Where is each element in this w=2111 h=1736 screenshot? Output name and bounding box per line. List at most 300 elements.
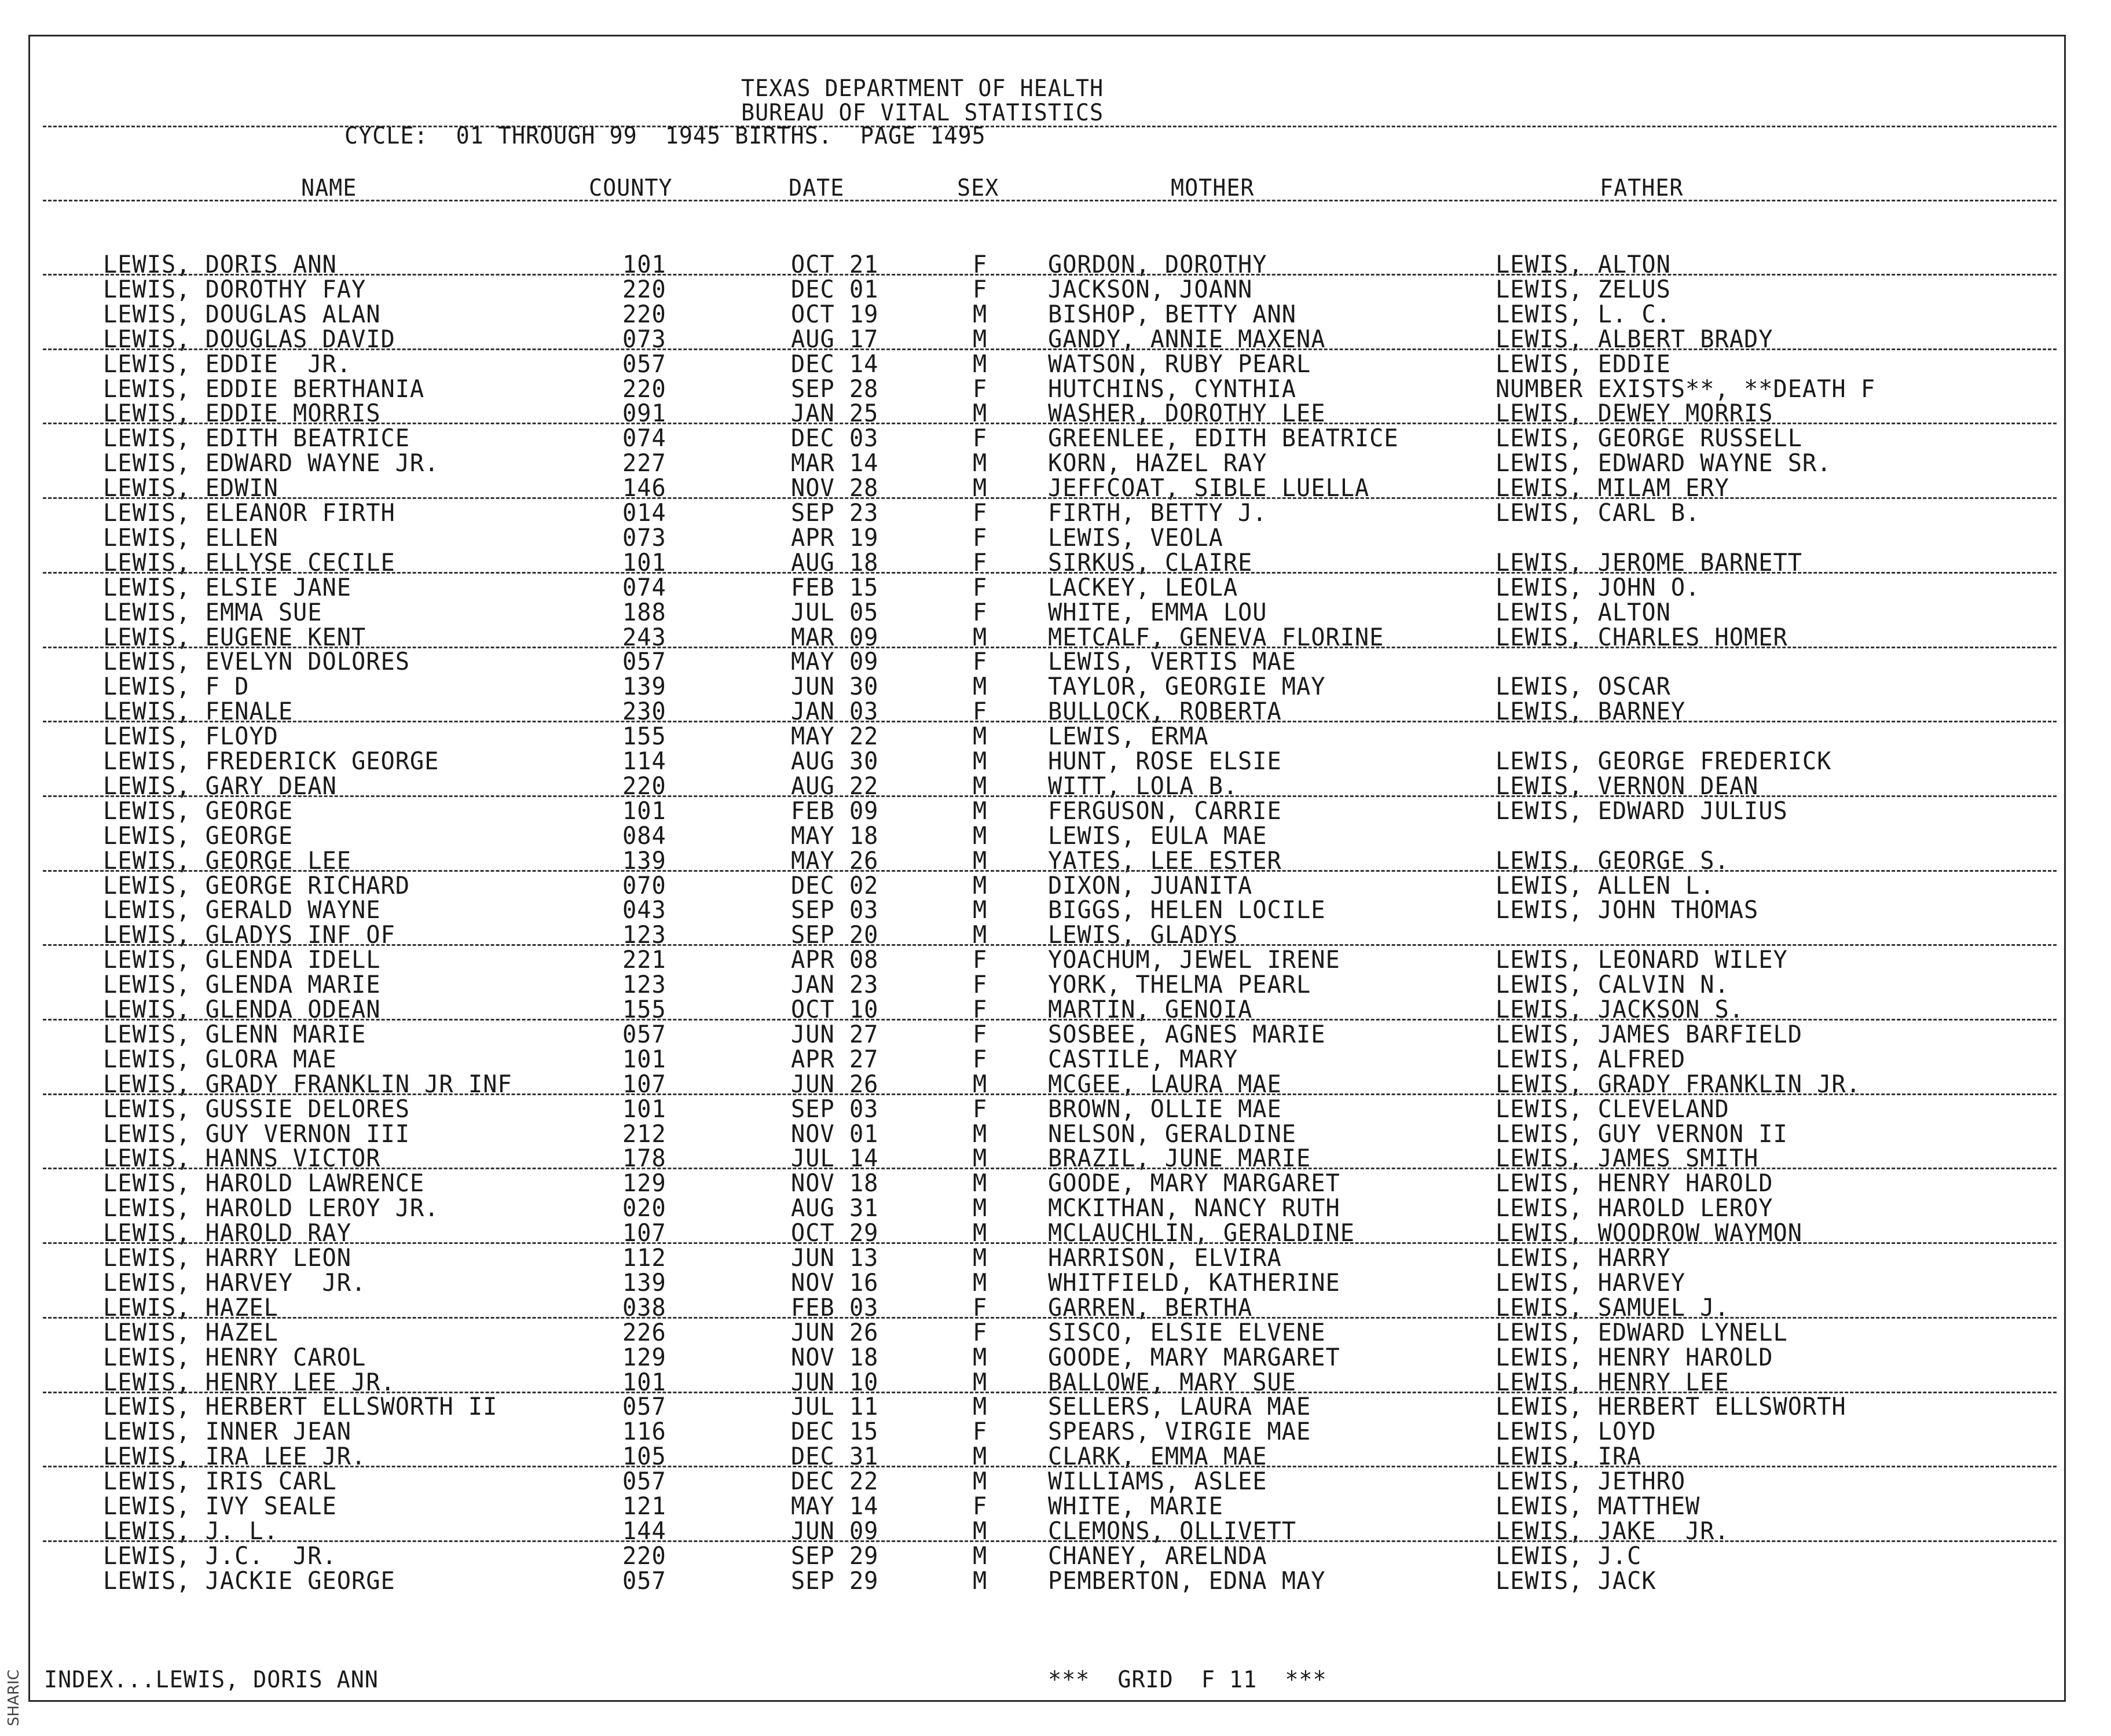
record-date: DEC 15 bbox=[791, 1417, 879, 1445]
record-father: LEWIS, ALFRED bbox=[1496, 1045, 1686, 1073]
record-date: JUN 27 bbox=[791, 1020, 879, 1048]
record-county: 230 bbox=[622, 697, 666, 725]
record-father: LEWIS, LOYD bbox=[1496, 1417, 1656, 1445]
record-county: 057 bbox=[622, 1392, 666, 1421]
record-mother: FIRTH, BETTY J. bbox=[1048, 498, 1267, 527]
record-mother: GOODE, MARY MARGARET bbox=[1048, 1343, 1340, 1371]
record-county: 014 bbox=[622, 498, 666, 527]
record-date: JUN 26 bbox=[791, 1070, 879, 1098]
record-name: LEWIS, HARRY LEON bbox=[103, 1243, 351, 1272]
record-name: LEWIS, FLOYD bbox=[103, 722, 278, 750]
record-name: LEWIS, EMMA SUE bbox=[103, 598, 322, 626]
record-sex: M bbox=[973, 1243, 988, 1272]
record-mother: MCKITHAN, NANCY RUTH bbox=[1048, 1194, 1340, 1222]
record-date: SEP 03 bbox=[791, 895, 879, 924]
record-sex: F bbox=[973, 1045, 988, 1073]
record-date: JUN 26 bbox=[791, 1318, 879, 1346]
record-mother: GOODE, MARY MARGARET bbox=[1048, 1169, 1340, 1197]
record-date: NOV 16 bbox=[791, 1268, 879, 1297]
record-date: SEP 20 bbox=[791, 920, 879, 949]
record-county: 112 bbox=[622, 1243, 666, 1272]
record-father: LEWIS, ALBERT BRADY bbox=[1496, 325, 1773, 353]
record-name: LEWIS, IRIS CARL bbox=[103, 1467, 337, 1495]
record-name: LEWIS, GLENDA MARIE bbox=[103, 970, 381, 999]
record-date: DEC 14 bbox=[791, 350, 879, 378]
record-county: 212 bbox=[622, 1120, 666, 1148]
column-header-father: FATHER bbox=[1600, 175, 1684, 201]
record-date: JAN 03 bbox=[791, 697, 879, 725]
record-name: LEWIS, HERBERT ELLSWORTH II bbox=[103, 1392, 498, 1421]
record-county: 057 bbox=[622, 1020, 666, 1048]
record-sex: M bbox=[973, 1343, 988, 1371]
record-mother: FERGUSON, CARRIE bbox=[1048, 797, 1282, 825]
record-sex: M bbox=[973, 772, 988, 800]
record-mother: SOSBEE, AGNES MARIE bbox=[1048, 1020, 1326, 1048]
record-name: LEWIS, DOUGLAS ALAN bbox=[103, 300, 381, 328]
record-mother: HARRISON, ELVIRA bbox=[1048, 1243, 1282, 1272]
record-date: JUL 05 bbox=[791, 598, 879, 626]
record-sex: M bbox=[973, 797, 988, 825]
record-mother: CASTILE, MARY bbox=[1048, 1045, 1238, 1073]
record-county: 220 bbox=[622, 1542, 666, 1570]
record-date: FEB 09 bbox=[791, 797, 879, 825]
record-father: LEWIS, JACK bbox=[1496, 1566, 1656, 1595]
record-date: SEP 03 bbox=[791, 1095, 879, 1123]
record-date: SEP 29 bbox=[791, 1542, 879, 1570]
record-county: 114 bbox=[622, 747, 666, 775]
record-name: LEWIS, EVELYN DOLORES bbox=[103, 647, 410, 676]
record-name: LEWIS, HENRY CAROL bbox=[103, 1343, 367, 1371]
record-mother: JEFFCOAT, SIBLE LUELLA bbox=[1048, 474, 1370, 502]
record-name: LEWIS, ELEANOR FIRTH bbox=[103, 498, 395, 527]
record-date: DEC 22 bbox=[791, 1467, 879, 1495]
record-sex: M bbox=[973, 449, 988, 477]
record-name: LEWIS, HAROLD RAY bbox=[103, 1218, 351, 1247]
record-date: AUG 17 bbox=[791, 325, 879, 353]
record-county: 116 bbox=[622, 1417, 666, 1445]
record-county: 220 bbox=[622, 772, 666, 800]
record-county: 155 bbox=[622, 995, 666, 1023]
record-name: LEWIS, EDDIE MORRIS bbox=[103, 399, 381, 427]
record-mother: YORK, THELMA PEARL bbox=[1048, 970, 1311, 999]
record-sex: F bbox=[973, 970, 988, 999]
record-father: LEWIS, EDWARD JULIUS bbox=[1496, 797, 1788, 825]
record-sex: M bbox=[973, 1070, 988, 1098]
record-date: MAY 09 bbox=[791, 647, 879, 676]
record-sex: F bbox=[973, 250, 988, 278]
record-county: 155 bbox=[622, 722, 666, 750]
record-mother: WILLIAMS, ASLEE bbox=[1048, 1467, 1267, 1495]
record-county: 101 bbox=[622, 250, 666, 278]
record-mother: BIGGS, HELEN LOCILE bbox=[1048, 895, 1326, 924]
record-mother: BULLOCK, ROBERTA bbox=[1048, 697, 1282, 725]
record-father: LEWIS, HARRY bbox=[1496, 1243, 1671, 1272]
record-name: LEWIS, GLADYS INF OF bbox=[103, 920, 395, 949]
record-name: LEWIS, IRA LEE JR. bbox=[103, 1442, 367, 1470]
header-subtitle: BUREAU OF VITAL STATISTICS bbox=[741, 100, 1104, 126]
record-county: 043 bbox=[622, 895, 666, 924]
record-date: APR 08 bbox=[791, 945, 879, 974]
record-county: 073 bbox=[622, 523, 666, 552]
record-father: LEWIS, CALVIN N. bbox=[1496, 970, 1729, 999]
record-date: DEC 03 bbox=[791, 424, 879, 452]
record-mother: WHITE, MARIE bbox=[1048, 1492, 1223, 1520]
record-name: LEWIS, GUSSIE DELORES bbox=[103, 1095, 410, 1123]
record-name: LEWIS, F D bbox=[103, 672, 250, 700]
record-father: LEWIS, IRA bbox=[1496, 1442, 1642, 1470]
record-county: 074 bbox=[622, 573, 666, 601]
record-sex: M bbox=[973, 1566, 988, 1595]
record-father: LEWIS, ALTON bbox=[1496, 598, 1671, 626]
record-father: LEWIS, JOHN O. bbox=[1496, 573, 1700, 601]
record-county: 146 bbox=[622, 474, 666, 502]
record-sex: M bbox=[973, 1194, 988, 1222]
record-sex: F bbox=[973, 573, 988, 601]
record-mother: PEMBERTON, EDNA MAY bbox=[1048, 1566, 1326, 1595]
record-county: 123 bbox=[622, 970, 666, 999]
record-name: LEWIS, EDITH BEATRICE bbox=[103, 424, 410, 452]
column-header-date: DATE bbox=[789, 175, 845, 201]
record-father: LEWIS, JETHRO bbox=[1496, 1467, 1686, 1495]
record-father: LEWIS, JEROME BARNETT bbox=[1496, 548, 1802, 577]
record-sex: F bbox=[973, 945, 988, 974]
record-mother: CHANEY, ARELNDA bbox=[1048, 1542, 1267, 1570]
record-county: 101 bbox=[622, 548, 666, 577]
record-name: LEWIS, GEORGE bbox=[103, 821, 294, 850]
record-sex: M bbox=[973, 1442, 988, 1470]
record-name: LEWIS, HAZEL bbox=[103, 1318, 278, 1346]
record-county: 084 bbox=[622, 821, 666, 850]
record-sex: F bbox=[973, 275, 988, 303]
record-sex: M bbox=[973, 920, 988, 949]
record-sex: M bbox=[973, 722, 988, 750]
record-date: OCT 19 bbox=[791, 300, 879, 328]
record-mother: NELSON, GERALDINE bbox=[1048, 1120, 1296, 1148]
record-father: LEWIS, EDWARD WAYNE SR. bbox=[1496, 449, 1832, 477]
record-county: 220 bbox=[622, 300, 666, 328]
record-county: 107 bbox=[622, 1070, 666, 1098]
record-sex: M bbox=[973, 846, 988, 875]
record-father: LEWIS, CARL B. bbox=[1496, 498, 1700, 527]
record-sex: F bbox=[973, 498, 988, 527]
record-father: LEWIS, HARVEY bbox=[1496, 1268, 1686, 1297]
record-date: OCT 29 bbox=[791, 1218, 879, 1247]
record-name: LEWIS, HAZEL bbox=[103, 1293, 278, 1322]
record-mother: LEWIS, VERTIS MAE bbox=[1048, 647, 1296, 676]
record-date: NOV 01 bbox=[791, 1120, 879, 1148]
record-name: LEWIS, EUGENE KENT bbox=[103, 623, 367, 651]
record-mother: LEWIS, GLADYS bbox=[1048, 920, 1238, 949]
record-name: LEWIS, EDDIE BERTHANIA bbox=[103, 375, 425, 403]
record-mother: YATES, LEE ESTER bbox=[1048, 846, 1282, 875]
record-sex: F bbox=[973, 548, 988, 577]
record-county: 220 bbox=[622, 275, 666, 303]
record-date: JAN 23 bbox=[791, 970, 879, 999]
record-father: LEWIS, EDDIE bbox=[1496, 350, 1671, 378]
record-sex: M bbox=[973, 1120, 988, 1148]
record-county: 139 bbox=[622, 846, 666, 875]
record-father: LEWIS, HENRY HAROLD bbox=[1496, 1169, 1773, 1197]
record-mother: WATSON, RUBY PEARL bbox=[1048, 350, 1311, 378]
record-father: LEWIS, SAMUEL J. bbox=[1496, 1293, 1729, 1322]
record-county: 129 bbox=[622, 1169, 666, 1197]
record-date: AUG 18 bbox=[791, 548, 879, 577]
record-county: 226 bbox=[622, 1318, 666, 1346]
record-date: MAY 26 bbox=[791, 846, 879, 875]
record-mother: GANDY, ANNIE MAXENA bbox=[1048, 325, 1326, 353]
record-county: 221 bbox=[622, 945, 666, 974]
record-date: OCT 10 bbox=[791, 995, 879, 1023]
record-father: LEWIS, J.C bbox=[1496, 1542, 1642, 1570]
record-county: 057 bbox=[622, 350, 666, 378]
record-date: SEP 23 bbox=[791, 498, 879, 527]
record-name: LEWIS, ELLYSE CECILE bbox=[103, 548, 395, 577]
record-mother: MCLAUCHLIN, GERALDINE bbox=[1048, 1218, 1355, 1247]
record-mother: WASHER, DOROTHY LEE bbox=[1048, 399, 1326, 427]
record-mother: SELLERS, LAURA MAE bbox=[1048, 1392, 1311, 1421]
record-name: LEWIS, HAROLD LAWRENCE bbox=[103, 1169, 425, 1197]
cycle-line: CYCLE: 01 THROUGH 99 1945 BIRTHS. PAGE 1495 bbox=[344, 123, 986, 149]
record-sex: F bbox=[973, 1492, 988, 1520]
record-name: LEWIS, IVY SEALE bbox=[103, 1492, 337, 1520]
record-mother: CLARK, EMMA MAE bbox=[1048, 1442, 1267, 1470]
record-father: LEWIS, L. C. bbox=[1496, 300, 1671, 328]
record-mother: WITT, LOLA B. bbox=[1048, 772, 1238, 800]
record-name: LEWIS, GLENN MARIE bbox=[103, 1020, 367, 1048]
record-sex: M bbox=[973, 474, 988, 502]
record-date: JUN 10 bbox=[791, 1368, 879, 1396]
record-county: 101 bbox=[622, 1368, 666, 1396]
record-mother: MCGEE, LAURA MAE bbox=[1048, 1070, 1282, 1098]
column-header-county: COUNTY bbox=[589, 175, 673, 201]
record-name: LEWIS, J.C. JR. bbox=[103, 1542, 337, 1570]
record-county: 129 bbox=[622, 1343, 666, 1371]
record-name: LEWIS, DORIS ANN bbox=[103, 250, 337, 278]
record-mother: KORN, HAZEL RAY bbox=[1048, 449, 1267, 477]
record-sex: M bbox=[973, 1392, 988, 1421]
record-date: MAY 22 bbox=[791, 722, 879, 750]
record-sex: M bbox=[973, 1368, 988, 1396]
record-father: LEWIS, ZELUS bbox=[1496, 275, 1671, 303]
record-mother: LACKEY, LEOLA bbox=[1048, 573, 1238, 601]
record-name: LEWIS, GLORA MAE bbox=[103, 1045, 337, 1073]
record-sex: F bbox=[973, 523, 988, 552]
record-sex: F bbox=[973, 1318, 988, 1346]
record-name: LEWIS, HANNS VICTOR bbox=[103, 1144, 381, 1172]
record-father: LEWIS, JOHN THOMAS bbox=[1496, 895, 1759, 924]
record-mother: GORDON, DOROTHY bbox=[1048, 250, 1267, 278]
record-sex: F bbox=[973, 1020, 988, 1048]
record-father: LEWIS, GEORGE RUSSELL bbox=[1496, 424, 1802, 452]
record-mother: SPEARS, VIRGIE MAE bbox=[1048, 1417, 1311, 1445]
record-county: 243 bbox=[622, 623, 666, 651]
record-mother: BROWN, OLLIE MAE bbox=[1048, 1095, 1282, 1123]
record-father: LEWIS, MATTHEW bbox=[1496, 1492, 1700, 1520]
record-father: LEWIS, GEORGE FREDERICK bbox=[1496, 747, 1832, 775]
record-father: LEWIS, GRADY FRANKLIN JR. bbox=[1496, 1070, 1861, 1098]
record-mother: TAYLOR, GEORGIE MAY bbox=[1048, 672, 1326, 700]
record-county: 091 bbox=[622, 399, 666, 427]
record-date: NOV 18 bbox=[791, 1343, 879, 1371]
record-name: LEWIS, JACKIE GEORGE bbox=[103, 1566, 395, 1595]
record-county: 188 bbox=[622, 598, 666, 626]
record-name: LEWIS, DOROTHY FAY bbox=[103, 275, 367, 303]
record-name: LEWIS, GLENDA IDELL bbox=[103, 945, 381, 974]
record-date: AUG 30 bbox=[791, 747, 879, 775]
record-county: 074 bbox=[622, 424, 666, 452]
record-father: LEWIS, BARNEY bbox=[1496, 697, 1686, 725]
record-county: 101 bbox=[622, 797, 666, 825]
record-father: LEWIS, VERNON DEAN bbox=[1496, 772, 1759, 800]
record-name: LEWIS, ELLEN bbox=[103, 523, 278, 552]
record-father: NUMBER EXISTS**, **DEATH F bbox=[1496, 375, 1876, 403]
record-county: 144 bbox=[622, 1517, 666, 1545]
record-mother: BRAZIL, JUNE MARIE bbox=[1048, 1144, 1311, 1172]
record-date: DEC 31 bbox=[791, 1442, 879, 1470]
record-sex: F bbox=[973, 1293, 988, 1322]
record-father: LEWIS, GEORGE S. bbox=[1496, 846, 1729, 875]
record-name: LEWIS, GUY VERNON III bbox=[103, 1120, 410, 1148]
record-father: LEWIS, ALTON bbox=[1496, 250, 1671, 278]
record-date: JUN 09 bbox=[791, 1517, 879, 1545]
record-sex: M bbox=[973, 895, 988, 924]
record-sex: M bbox=[973, 821, 988, 850]
record-sex: M bbox=[973, 1169, 988, 1197]
record-mother: CLEMONS, OLLIVETT bbox=[1048, 1517, 1296, 1545]
record-mother: HUNT, ROSE ELSIE bbox=[1048, 747, 1282, 775]
record-mother: SISCO, ELSIE ELVENE bbox=[1048, 1318, 1326, 1346]
record-date: MAR 14 bbox=[791, 449, 879, 477]
record-date: MAR 09 bbox=[791, 623, 879, 651]
record-county: 038 bbox=[622, 1293, 666, 1322]
record-date: DEC 01 bbox=[791, 275, 879, 303]
record-mother: BISHOP, BETTY ANN bbox=[1048, 300, 1296, 328]
record-father: LEWIS, HENRY LEE bbox=[1496, 1368, 1729, 1396]
record-county: 073 bbox=[622, 325, 666, 353]
record-sex: M bbox=[973, 1144, 988, 1172]
record-sex: M bbox=[973, 747, 988, 775]
column-header-mother: MOTHER bbox=[1171, 175, 1255, 201]
record-mother: LEWIS, ERMA bbox=[1048, 722, 1209, 750]
record-county: 057 bbox=[622, 1566, 666, 1595]
record-sex: F bbox=[973, 1095, 988, 1123]
record-county: 057 bbox=[622, 647, 666, 676]
record-name: LEWIS, GLENDA ODEAN bbox=[103, 995, 381, 1023]
record-father: LEWIS, CHARLES HOMER bbox=[1496, 623, 1788, 651]
record-date: FEB 03 bbox=[791, 1293, 879, 1322]
record-name: LEWIS, EDWIN bbox=[103, 474, 278, 502]
record-mother: DIXON, JUANITA bbox=[1048, 871, 1253, 900]
record-sex: M bbox=[973, 300, 988, 328]
record-father: LEWIS, HENRY HAROLD bbox=[1496, 1343, 1773, 1371]
record-county: 101 bbox=[622, 1095, 666, 1123]
record-mother: JACKSON, JOANN bbox=[1048, 275, 1253, 303]
record-county: 227 bbox=[622, 449, 666, 477]
record-county: 220 bbox=[622, 375, 666, 403]
record-county: 070 bbox=[622, 871, 666, 900]
record-date: APR 19 bbox=[791, 523, 879, 552]
record-date: SEP 29 bbox=[791, 1566, 879, 1595]
record-date: SEP 28 bbox=[791, 375, 879, 403]
record-father: LEWIS, DEWEY MORRIS bbox=[1496, 399, 1773, 427]
record-name: LEWIS, J. L. bbox=[103, 1517, 278, 1545]
record-county: 139 bbox=[622, 672, 666, 700]
grid-label: *** GRID F 11 *** bbox=[1048, 1667, 1327, 1693]
record-mother: GARREN, BERTHA bbox=[1048, 1293, 1253, 1322]
record-mother: LEWIS, EULA MAE bbox=[1048, 821, 1267, 850]
record-county: 107 bbox=[622, 1218, 666, 1247]
record-name: LEWIS, EDWARD WAYNE JR. bbox=[103, 449, 439, 477]
record-sex: F bbox=[973, 375, 988, 403]
record-date: AUG 22 bbox=[791, 772, 879, 800]
record-sex: M bbox=[973, 325, 988, 353]
record-name: LEWIS, FREDERICK GEORGE bbox=[103, 747, 439, 775]
record-date: JUL 14 bbox=[791, 1144, 879, 1172]
record-father: LEWIS, MILAM ERY bbox=[1496, 474, 1729, 502]
record-date: AUG 31 bbox=[791, 1194, 879, 1222]
record-sex: F bbox=[973, 424, 988, 452]
record-sex: M bbox=[973, 623, 988, 651]
record-county: 105 bbox=[622, 1442, 666, 1470]
record-mother: SIRKUS, CLAIRE bbox=[1048, 548, 1253, 577]
record-date: JAN 25 bbox=[791, 399, 879, 427]
record-sex: F bbox=[973, 647, 988, 676]
record-date: APR 27 bbox=[791, 1045, 879, 1073]
record-father: LEWIS, JAMES SMITH bbox=[1496, 1144, 1759, 1172]
record-name: LEWIS, FENALE bbox=[103, 697, 294, 725]
record-name: LEWIS, GEORGE RICHARD bbox=[103, 871, 410, 900]
record-date: OCT 21 bbox=[791, 250, 879, 278]
record-sex: M bbox=[973, 672, 988, 700]
record-name: LEWIS, GRADY FRANKLIN JR INF bbox=[103, 1070, 512, 1098]
record-sex: F bbox=[973, 1417, 988, 1445]
record-county: 178 bbox=[622, 1144, 666, 1172]
record-mother: MARTIN, GENOIA bbox=[1048, 995, 1253, 1023]
record-sex: F bbox=[973, 598, 988, 626]
record-father: LEWIS, HAROLD LEROY bbox=[1496, 1194, 1773, 1222]
record-sex: M bbox=[973, 1218, 988, 1247]
record-sex: M bbox=[973, 1467, 988, 1495]
record-father: LEWIS, JACKSON S. bbox=[1496, 995, 1744, 1023]
record-father: LEWIS, ALLEN L. bbox=[1496, 871, 1715, 900]
side-mark: SHARIC bbox=[5, 1669, 23, 1726]
index-label: INDEX...LEWIS, DORIS ANN bbox=[44, 1667, 379, 1693]
record-father: LEWIS, JAMES BARFIELD bbox=[1496, 1020, 1802, 1048]
record-mother: WHITE, EMMA LOU bbox=[1048, 598, 1267, 626]
record-sex: M bbox=[973, 1542, 988, 1570]
record-mother: METCALF, GENEVA FLORINE bbox=[1048, 623, 1384, 651]
record-father: LEWIS, EDWARD LYNELL bbox=[1496, 1318, 1788, 1346]
record-sex: M bbox=[973, 1268, 988, 1297]
record-mother: YOACHUM, JEWEL IRENE bbox=[1048, 945, 1340, 974]
record-county: 057 bbox=[622, 1467, 666, 1495]
record-date: JUL 11 bbox=[791, 1392, 879, 1421]
record-name: LEWIS, HARVEY JR. bbox=[103, 1268, 367, 1297]
column-header-sex: SEX bbox=[957, 175, 999, 201]
record-county: 139 bbox=[622, 1268, 666, 1297]
record-date: NOV 18 bbox=[791, 1169, 879, 1197]
record-mother: LEWIS, VEOLA bbox=[1048, 523, 1223, 552]
record-date: JUN 30 bbox=[791, 672, 879, 700]
record-father: LEWIS, OSCAR bbox=[1496, 672, 1671, 700]
record-mother: BALLOWE, MARY SUE bbox=[1048, 1368, 1296, 1396]
record-sex: M bbox=[973, 871, 988, 900]
record-county: 121 bbox=[622, 1492, 666, 1520]
column-header-rule bbox=[43, 200, 2057, 201]
record-county: 101 bbox=[622, 1045, 666, 1073]
column-header-name: NAME bbox=[301, 175, 357, 201]
record-sex: M bbox=[973, 399, 988, 427]
